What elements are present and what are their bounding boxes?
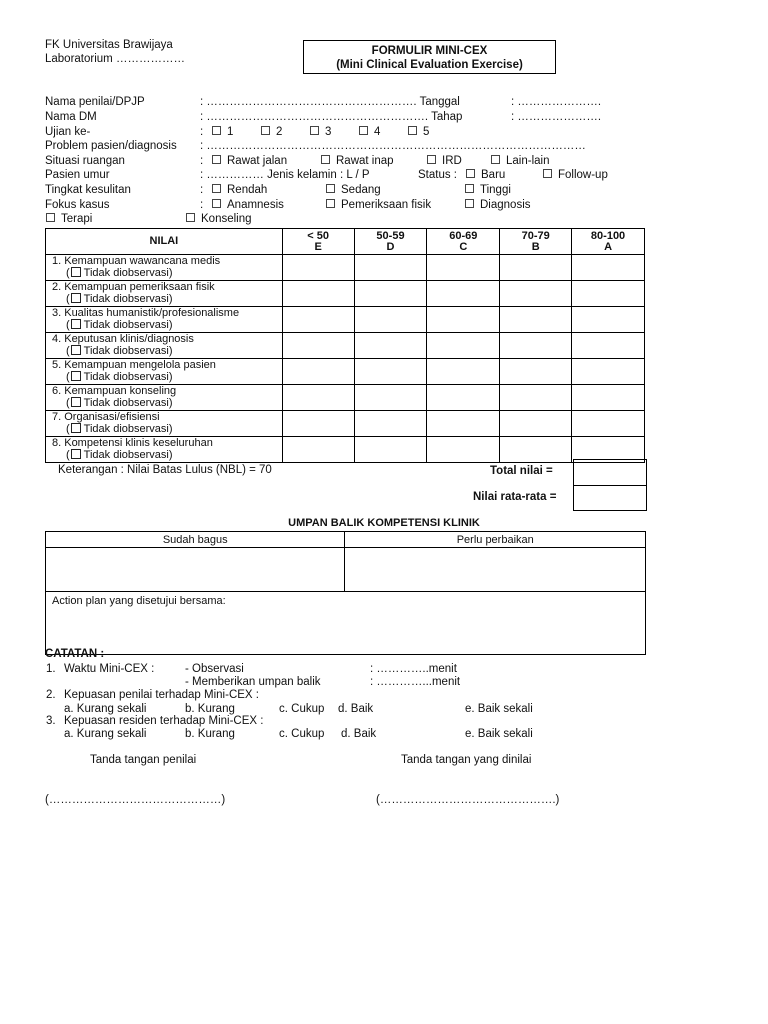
- institution-name: FK Universitas Brawijaya: [45, 39, 173, 51]
- average-score-field[interactable]: [573, 485, 647, 511]
- assessor-satisfaction-option[interactable]: d. Baik: [338, 703, 374, 715]
- resident-satisfaction-label: Kepuasan residen terhadap Mini-CEX :: [64, 715, 264, 727]
- score-cell[interactable]: [282, 333, 354, 359]
- checkbox-icon: [212, 199, 221, 208]
- problem-field[interactable]: : ………………………………………………………………………………………: [200, 140, 586, 152]
- notes-title: CATATAN :: [45, 648, 105, 660]
- score-cell[interactable]: [572, 307, 645, 333]
- assessor-satisfaction-option[interactable]: c. Cukup: [279, 703, 325, 715]
- checkbox-icon: [465, 199, 474, 208]
- assessor-satisfaction-option[interactable]: b. Kurang: [185, 703, 235, 715]
- score-cell[interactable]: [282, 359, 354, 385]
- total-score-label: Total nilai =: [490, 465, 553, 477]
- checkbox-icon: [321, 155, 330, 164]
- observation-time-label: - Observasi: [185, 663, 244, 675]
- checkbox-icon: [427, 155, 436, 164]
- feedback-time-label: - Memberikan umpan balik: [185, 676, 321, 688]
- resident-satisfaction-option[interactable]: a. Kurang sekali: [64, 728, 147, 740]
- checkbox-icon: [543, 169, 552, 178]
- resident-satisfaction-option[interactable]: d. Baik: [341, 728, 377, 740]
- criterion-cell: 2. Kemampuan pemeriksaan fisik ( Tidak diobservasi): [46, 281, 283, 307]
- score-cell[interactable]: [354, 255, 427, 281]
- checkbox-icon: [466, 169, 475, 178]
- form-subtitle: (Mini Clinical Evaluation Exercise): [336, 59, 523, 71]
- observation-time-field[interactable]: : …………..menit: [370, 663, 457, 675]
- exam-number-label: Ujian ke-: [45, 126, 91, 138]
- not-observed-option[interactable]: ( Tidak diobservasi): [66, 371, 173, 383]
- student-name-label: Nama DM: [45, 111, 97, 123]
- date-field[interactable]: : ………………….: [511, 96, 602, 108]
- feedback-good-field[interactable]: [46, 548, 345, 592]
- feedback-good-header: Sudah bagus: [46, 532, 345, 548]
- score-cell[interactable]: [500, 333, 572, 359]
- not-observed-option[interactable]: ( Tidak diobservasi): [66, 293, 173, 305]
- score-cell[interactable]: [500, 437, 572, 463]
- score-cell[interactable]: [500, 385, 572, 411]
- score-cell[interactable]: [427, 281, 500, 307]
- not-observed-option[interactable]: ( Tidak diobservasi): [66, 423, 173, 435]
- checkbox-icon: [408, 126, 417, 135]
- score-cell[interactable]: [500, 307, 572, 333]
- checkbox-icon: [71, 449, 81, 459]
- difficulty-colon: :: [200, 184, 204, 196]
- criterion-cell: 4. Keputusan klinis/diagnosis ( Tidak diobservasi): [46, 333, 283, 359]
- exam-number-option[interactable]: 3: [310, 126, 331, 138]
- room-option[interactable]: Rawat jalan: [212, 155, 287, 167]
- total-score-field[interactable]: [573, 459, 647, 486]
- score-cell[interactable]: [572, 255, 645, 281]
- table-row: [46, 359, 645, 385]
- status-option[interactable]: Follow-up: [543, 169, 608, 181]
- exam-number-option[interactable]: 4: [359, 126, 380, 138]
- checkbox-icon: [212, 126, 221, 135]
- status-label: Status :: [418, 169, 457, 181]
- action-plan-row: [46, 592, 646, 655]
- exam-number-option[interactable]: 1: [212, 126, 233, 138]
- checkbox-icon: [310, 126, 319, 135]
- checkbox-icon: [71, 397, 81, 407]
- criterion-cell: 8. Kompetensi klinis keseluruhan ( Tidak diobservasi): [46, 437, 283, 463]
- patient-age-field[interactable]: : …………… Jenis kelamin : L / P: [200, 169, 370, 181]
- table-row: [46, 437, 645, 463]
- header-grade-e: < 50 E: [282, 229, 354, 255]
- not-observed-option[interactable]: ( Tidak diobservasi): [66, 319, 173, 331]
- criterion-cell: 3. Kualitas humanistik/profesionalisme ( Tidak diobservasi): [46, 307, 283, 333]
- table-row: [46, 255, 645, 281]
- score-cell[interactable]: [500, 281, 572, 307]
- feedback-title: UMPAN BALIK KOMPETENSI KLINIK: [288, 517, 480, 529]
- feedback-input-row: [46, 548, 646, 592]
- difficulty-option[interactable]: Sedang: [326, 184, 381, 196]
- checkbox-icon: [71, 319, 81, 329]
- score-cell[interactable]: [427, 307, 500, 333]
- score-cell[interactable]: [427, 255, 500, 281]
- checkbox-icon: [491, 155, 500, 164]
- checkbox-icon: [71, 371, 81, 381]
- score-cell[interactable]: [572, 385, 645, 411]
- score-cell[interactable]: [500, 255, 572, 281]
- notes-item1-label: Waktu Mini-CEX :: [64, 663, 155, 675]
- checkbox-icon: [212, 184, 221, 193]
- checkbox-icon: [71, 423, 81, 433]
- checkbox-icon: [46, 213, 55, 222]
- notes-item-number: 1.: [46, 663, 56, 675]
- feedback-improve-field[interactable]: [345, 548, 646, 592]
- notes-item-number: 3.: [46, 715, 56, 727]
- score-cell[interactable]: [282, 255, 354, 281]
- resident-satisfaction-option[interactable]: c. Cukup: [279, 728, 325, 740]
- assessee-signature-label: Tanda tangan yang dinilai: [401, 754, 532, 766]
- case-focus-colon: :: [200, 199, 204, 211]
- scoring-table: [45, 228, 645, 463]
- criterion-cell: 6. Kemampuan konseling ( Tidak diobservasi): [46, 385, 283, 411]
- score-cell[interactable]: [354, 307, 427, 333]
- score-cell[interactable]: [572, 359, 645, 385]
- feedback-time-field[interactable]: : …………...menit: [370, 676, 461, 688]
- checkbox-icon: [326, 184, 335, 193]
- table-row: [46, 281, 645, 307]
- score-cell[interactable]: [282, 437, 354, 463]
- header-grade-a: 80-100 A: [572, 229, 645, 255]
- score-cell[interactable]: [427, 411, 500, 437]
- assessor-name-field[interactable]: : ………………………………………………. Tanggal: [200, 96, 460, 108]
- score-cell[interactable]: [354, 359, 427, 385]
- stage-field[interactable]: : ………………….: [511, 111, 602, 123]
- room-option[interactable]: Rawat inap: [321, 155, 394, 167]
- checkbox-icon: [71, 293, 81, 303]
- difficulty-label: Tingkat kesulitan: [45, 184, 131, 196]
- checkbox-icon: [359, 126, 368, 135]
- score-cell[interactable]: [282, 281, 354, 307]
- not-observed-option[interactable]: ( Tidak diobservasi): [66, 345, 173, 357]
- header-grade-d: 50-59 D: [354, 229, 427, 255]
- action-plan-field[interactable]: [46, 592, 646, 655]
- room-situation-label: Situasi ruangan: [45, 155, 125, 167]
- student-name-field[interactable]: : …………………………………………………. Tahap: [200, 111, 463, 123]
- exam-number-colon: :: [200, 126, 204, 138]
- action-plan-label: Action plan yang disetujui bersama:: [52, 595, 226, 607]
- score-cell[interactable]: [572, 411, 645, 437]
- assessor-satisfaction-option[interactable]: a. Kurang sekali: [64, 703, 147, 715]
- score-cell[interactable]: [427, 333, 500, 359]
- score-cell[interactable]: [282, 307, 354, 333]
- header-grade-c: 60-69 C: [427, 229, 500, 255]
- status-option[interactable]: Baru: [466, 169, 505, 181]
- problem-label: Problem pasien/diagnosis: [45, 140, 177, 152]
- score-cell[interactable]: [572, 281, 645, 307]
- checkbox-icon: [326, 199, 335, 208]
- score-cell[interactable]: [500, 411, 572, 437]
- feedback-improve-header: Perlu perbaikan: [345, 532, 646, 548]
- average-score-label: Nilai rata-rata =: [473, 491, 557, 503]
- feedback-table: [45, 531, 646, 655]
- focus-option[interactable]: Terapi: [46, 213, 92, 225]
- header-grade-b: 70-79 B: [500, 229, 572, 255]
- assessor-satisfaction-option[interactable]: e. Baik sekali: [465, 703, 533, 715]
- focus-option[interactable]: Konseling: [186, 213, 252, 225]
- room-situation-colon: :: [200, 155, 204, 167]
- resident-satisfaction-option[interactable]: b. Kurang: [185, 728, 235, 740]
- score-cell[interactable]: [282, 385, 354, 411]
- assessor-satisfaction-label: Kepuasan penilai terhadap Mini-CEX :: [64, 689, 259, 701]
- exam-number-option[interactable]: 5: [408, 126, 429, 138]
- room-option[interactable]: IRD: [427, 155, 462, 167]
- score-cell[interactable]: [354, 385, 427, 411]
- resident-satisfaction-option[interactable]: e. Baik sekali: [465, 728, 533, 740]
- score-cell[interactable]: [500, 359, 572, 385]
- exam-number-option[interactable]: 2: [261, 126, 282, 138]
- criterion-cell: 1. Kemampuan wawancana medis ( Tidak diobservasi): [46, 255, 283, 281]
- score-cell[interactable]: [427, 437, 500, 463]
- focus-option[interactable]: Diagnosis: [465, 199, 531, 211]
- not-observed-option[interactable]: ( Tidak diobservasi): [66, 397, 173, 409]
- form-title: FORMULIR MINI-CEX: [371, 45, 488, 57]
- case-focus-label: Fokus kasus: [45, 199, 110, 211]
- header-nilai: NILAI: [46, 229, 283, 255]
- assessor-signature-line[interactable]: (………………………………………): [45, 794, 226, 806]
- focus-option[interactable]: Anamnesis: [212, 199, 284, 211]
- not-observed-option[interactable]: ( Tidak diobservasi): [66, 449, 173, 461]
- feedback-header-row: [46, 532, 646, 548]
- room-option[interactable]: Lain-lain: [491, 155, 549, 167]
- difficulty-option[interactable]: Rendah: [212, 184, 267, 196]
- criterion-cell: 5. Kemampuan mengelola pasien ( Tidak diobservasi): [46, 359, 283, 385]
- not-observed-option[interactable]: ( Tidak diobservasi): [66, 267, 173, 279]
- score-cell[interactable]: [354, 281, 427, 307]
- table-header-row: [46, 229, 645, 255]
- table-row: [46, 411, 645, 437]
- checkbox-icon: [212, 155, 221, 164]
- table-row: [46, 385, 645, 411]
- checkbox-icon: [71, 267, 81, 277]
- score-cell[interactable]: [354, 333, 427, 359]
- checkbox-icon: [186, 213, 195, 222]
- passing-grade-note: Keterangan : Nilai Batas Lulus (NBL) = 70: [58, 464, 272, 476]
- score-cell[interactable]: [572, 333, 645, 359]
- assessor-name-label: Nama penilai/DPJP: [45, 96, 145, 108]
- score-cell[interactable]: [354, 437, 427, 463]
- score-cell[interactable]: [354, 411, 427, 437]
- score-cell[interactable]: [427, 359, 500, 385]
- patient-age-label: Pasien umur: [45, 169, 110, 181]
- laboratory-label: Laboratorium ………………: [45, 53, 185, 65]
- assessee-signature-line[interactable]: (……………………………………….): [376, 794, 560, 806]
- score-cell[interactable]: [282, 411, 354, 437]
- checkbox-icon: [261, 126, 270, 135]
- focus-option[interactable]: Pemeriksaan fisik: [326, 199, 431, 211]
- notes-item-number: 2.: [46, 689, 56, 701]
- criterion-cell: 7. Organisasi/efisiensi ( Tidak diobservasi): [46, 411, 283, 437]
- checkbox-icon: [465, 184, 474, 193]
- form-title-box: [303, 40, 556, 74]
- table-row: [46, 307, 645, 333]
- assessor-signature-label: Tanda tangan penilai: [90, 754, 197, 766]
- table-row: [46, 333, 645, 359]
- difficulty-option[interactable]: Tinggi: [465, 184, 511, 196]
- score-cell[interactable]: [427, 385, 500, 411]
- checkbox-icon: [71, 345, 81, 355]
